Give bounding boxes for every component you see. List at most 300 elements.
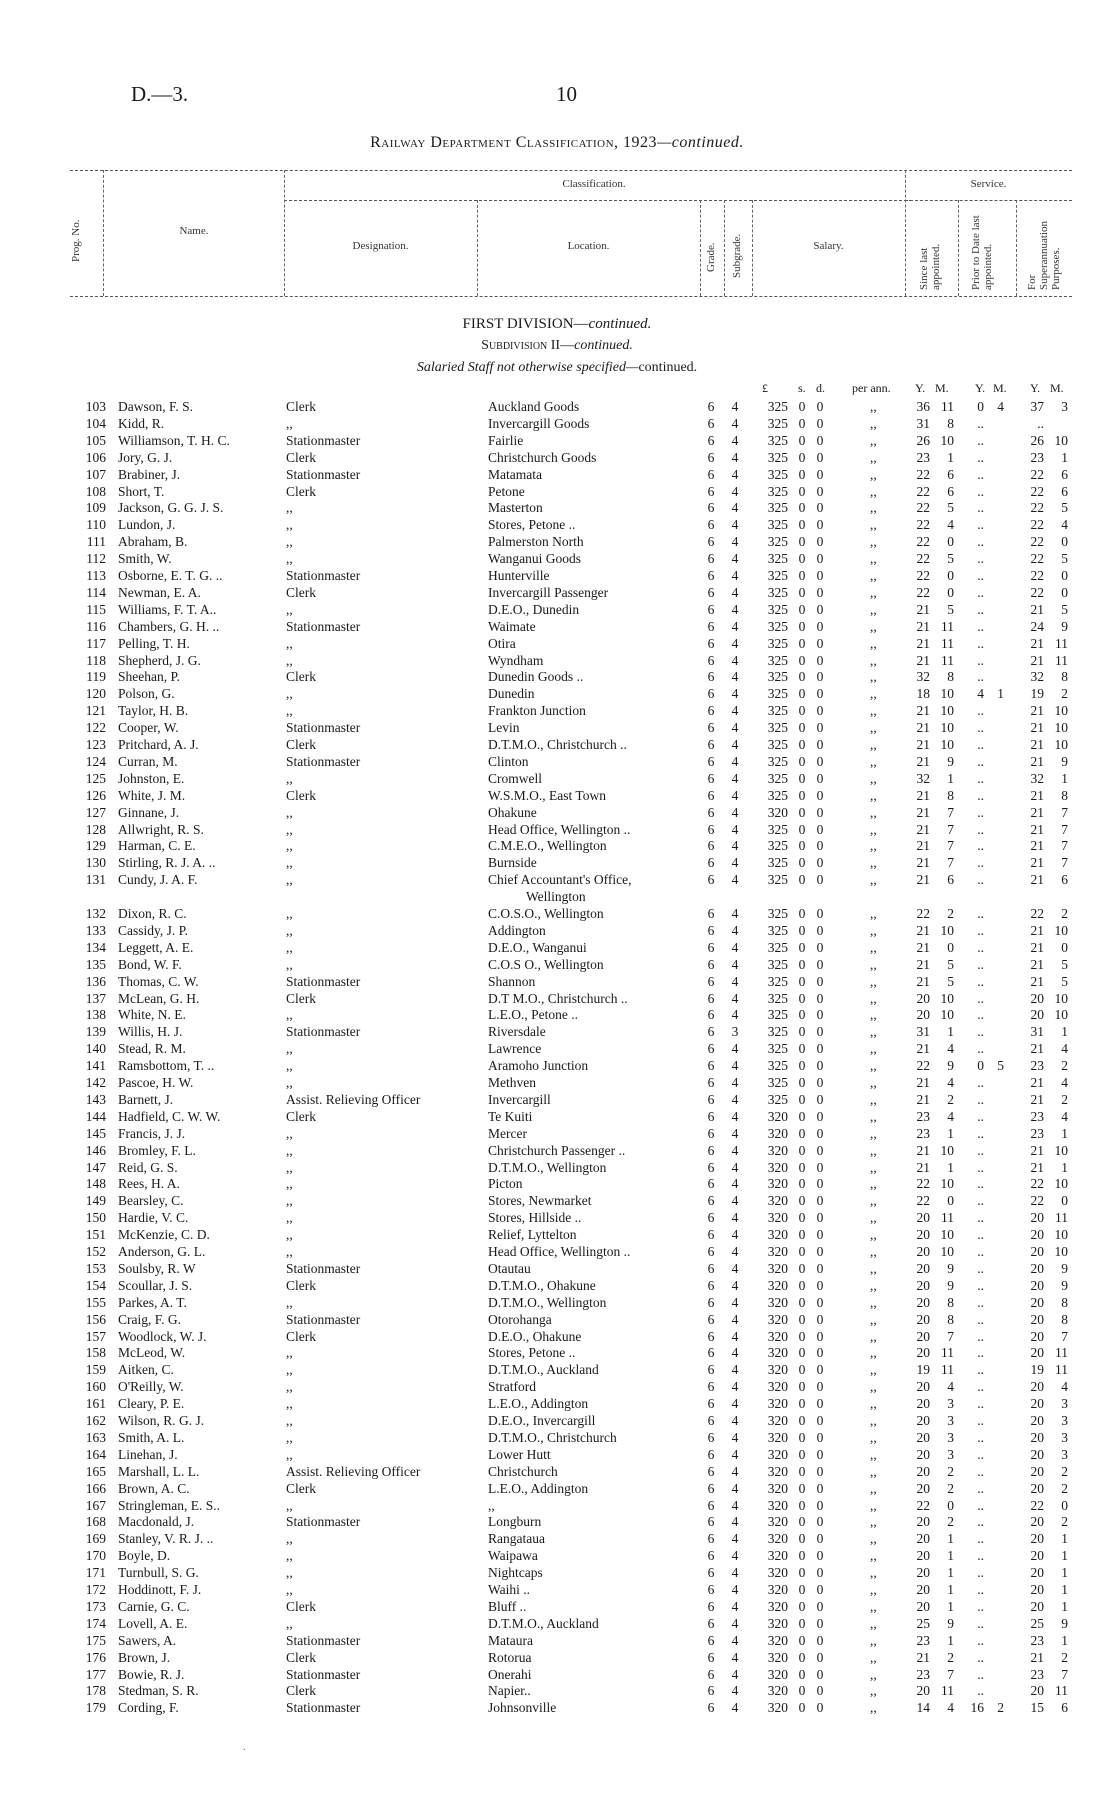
since-last-years: 21 xyxy=(916,635,930,651)
per-annum-ditto: ,, xyxy=(870,483,877,499)
since-last-years: 21 xyxy=(916,1075,930,1090)
unit-years: Y. xyxy=(975,381,986,395)
col-header-since-last: Since last appointed. xyxy=(918,243,942,290)
salary-pounds: 320 xyxy=(767,1396,788,1412)
per-annum-ditto: ,, xyxy=(870,415,877,431)
salary-shillings: 0 xyxy=(798,669,806,685)
super-years: 21 xyxy=(1030,973,1044,989)
table-row xyxy=(0,1023,1114,1040)
subgrade: 4 xyxy=(731,1193,739,1209)
salary-pounds: 325 xyxy=(767,534,788,550)
salary-shillings: 0 xyxy=(798,1531,806,1547)
location: D.T.M.O., Wellington xyxy=(488,1159,607,1175)
super-years: 32 xyxy=(1030,669,1044,685)
per-annum-ditto: ,, xyxy=(870,804,877,820)
salary-pounds: 325 xyxy=(767,449,788,465)
grade: 6 xyxy=(707,1328,715,1344)
prog-no: 126 xyxy=(85,787,106,803)
since-last-years: 20 xyxy=(916,1565,930,1581)
salary-pence: 0 xyxy=(816,838,824,854)
salary-pounds: 325 xyxy=(767,770,788,786)
per-annum-ditto: ,, xyxy=(870,956,877,972)
since-last-years: 21 xyxy=(916,956,930,972)
super-years: 21 xyxy=(1030,922,1044,938)
staff-name: Thomas, C. W. xyxy=(118,973,199,989)
since-last-years: 19 xyxy=(916,1362,930,1378)
since-last-months: 11 xyxy=(941,1210,954,1226)
super-years: 22 xyxy=(1030,517,1044,533)
salary-shillings: 0 xyxy=(798,1480,806,1496)
super-years: 20 xyxy=(1030,1210,1044,1226)
location: Fairlie xyxy=(488,432,524,448)
table-row xyxy=(0,1091,1114,1108)
location: Chief Accountant's Office, xyxy=(488,872,632,888)
prior-years: .. xyxy=(977,1531,984,1547)
prog-no: 133 xyxy=(85,922,106,938)
designation: ,, xyxy=(286,1227,293,1243)
super-months: 9 xyxy=(1061,753,1068,769)
super-years: 22 xyxy=(1030,568,1044,583)
designation: ,, xyxy=(286,1582,293,1597)
staff-continued: continued. xyxy=(638,360,698,375)
subgrade: 4 xyxy=(731,1632,739,1648)
per-annum-ditto: ,, xyxy=(870,1075,877,1090)
staff-name: Newman, E. A. xyxy=(118,584,201,600)
super-years: 20 xyxy=(1030,1413,1044,1428)
prog-no: 157 xyxy=(85,1328,106,1344)
grade: 6 xyxy=(707,483,715,499)
prior-years: .. xyxy=(977,483,984,499)
table-row xyxy=(0,1649,1114,1666)
staff-name: Linehan, J. xyxy=(118,1446,178,1462)
table-row xyxy=(0,1497,1114,1514)
prior-years: .. xyxy=(977,973,984,989)
staff-name: Brabiner, J. xyxy=(118,466,181,482)
prior-years: .. xyxy=(977,838,984,854)
since-last-months: 4 xyxy=(947,1041,954,1057)
salary-pence: 0 xyxy=(816,990,824,1006)
super-months: 0 xyxy=(1061,584,1068,600)
super-months: 0 xyxy=(1061,939,1068,955)
prior-years: .. xyxy=(977,1548,984,1564)
per-annum-ditto: ,, xyxy=(870,922,877,938)
staff-name: McLean, G. H. xyxy=(118,990,200,1006)
per-annum-ditto: ,, xyxy=(870,1345,877,1361)
grade: 6 xyxy=(707,1666,715,1682)
table-row xyxy=(0,1192,1114,1209)
salary-pence: 0 xyxy=(816,1058,824,1074)
unit-months: M. xyxy=(993,381,1007,395)
subgrade: 4 xyxy=(731,804,739,820)
super-years: 22 xyxy=(1030,551,1044,567)
table-row xyxy=(0,1328,1114,1345)
super-months: 2 xyxy=(1061,1514,1068,1530)
staff-name: Taylor, H. B. xyxy=(118,703,189,719)
salary-pounds: 325 xyxy=(767,787,788,803)
salary-pounds: 325 xyxy=(767,500,788,516)
salary-shillings: 0 xyxy=(798,1159,806,1175)
grade: 6 xyxy=(707,1379,715,1395)
since-last-months: 11 xyxy=(941,1362,954,1378)
designation: ,, xyxy=(286,855,293,871)
salary-pence: 0 xyxy=(816,1091,824,1107)
since-last-months: 10 xyxy=(940,1142,954,1158)
prog-no: 176 xyxy=(85,1649,106,1665)
table-row xyxy=(0,837,1114,854)
per-annum-ditto: ,, xyxy=(870,838,877,854)
since-last-months: 0 xyxy=(947,534,954,550)
salary-pence: 0 xyxy=(816,1598,824,1614)
salary-pounds: 325 xyxy=(767,483,788,499)
super-months: 10 xyxy=(1054,990,1068,1006)
designation: ,, xyxy=(286,1531,293,1547)
since-last-years: 21 xyxy=(916,1142,930,1158)
per-annum-ditto: ,, xyxy=(870,770,877,786)
per-annum-ditto: ,, xyxy=(870,1598,877,1614)
salary-shillings: 0 xyxy=(798,1379,806,1395)
salary-shillings: 0 xyxy=(798,720,806,736)
super-years: 21 xyxy=(1030,956,1044,972)
location: Rangataua xyxy=(488,1531,545,1547)
unit-years: Y. xyxy=(1030,381,1041,395)
prior-years: .. xyxy=(977,432,984,448)
table-row xyxy=(0,398,1114,415)
super-years: 20 xyxy=(1030,1260,1044,1276)
designation: Stationmaster xyxy=(286,753,361,769)
subgrade: 4 xyxy=(731,855,739,871)
salary-shillings: 0 xyxy=(798,1058,806,1074)
salary-pence: 0 xyxy=(816,1007,824,1023)
since-last-months: 4 xyxy=(947,1379,954,1395)
since-last-years: 22 xyxy=(916,517,930,533)
unit-months: M. xyxy=(1050,381,1064,395)
prog-no: 152 xyxy=(85,1244,106,1259)
salary-pounds: 325 xyxy=(767,584,788,600)
table-row xyxy=(0,1564,1114,1581)
since-last-months: 2 xyxy=(947,1480,954,1496)
grade: 6 xyxy=(707,1548,715,1564)
salary-pounds: 320 xyxy=(767,1700,788,1716)
grade: 6 xyxy=(707,1531,715,1547)
prior-years: .. xyxy=(977,1294,984,1310)
since-last-months: 0 xyxy=(947,568,954,583)
staff-name: Hadfield, C. W. W. xyxy=(118,1108,221,1124)
since-last-years: 21 xyxy=(916,855,930,871)
salary-pounds: 320 xyxy=(767,1159,788,1175)
salary-pounds: 325 xyxy=(767,1007,788,1023)
designation: ,, xyxy=(286,1193,293,1209)
designation: Clerk xyxy=(286,483,316,499)
super-months: 11 xyxy=(1055,1345,1068,1361)
location: Nightcaps xyxy=(488,1565,543,1581)
salary-pounds: 320 xyxy=(767,1413,788,1428)
grade: 6 xyxy=(707,1091,715,1107)
per-annum-ditto: ,, xyxy=(870,1294,877,1310)
subgrade: 4 xyxy=(731,1429,739,1445)
since-last-months: 3 xyxy=(947,1396,954,1412)
subgrade: 4 xyxy=(731,1277,739,1293)
designation: ,, xyxy=(286,956,293,972)
division-label: FIRST DIVISION— xyxy=(462,316,589,332)
since-last-months: 6 xyxy=(947,872,954,888)
location: Clinton xyxy=(488,753,529,769)
salary-shillings: 0 xyxy=(798,1582,806,1597)
prior-years: .. xyxy=(977,1210,984,1226)
location: D.E.O., Wanganui xyxy=(488,939,587,955)
designation: Stationmaster xyxy=(286,568,361,583)
prior-years: .. xyxy=(977,1429,984,1445)
salary-shillings: 0 xyxy=(798,1007,806,1023)
prior-years: .. xyxy=(977,1125,984,1141)
salary-pounds: 320 xyxy=(767,1328,788,1344)
salary-pence: 0 xyxy=(816,601,824,617)
location: D.T.M.O., Christchurch .. xyxy=(488,737,627,752)
staff-name: Carnie, G. C. xyxy=(118,1598,190,1614)
since-last-months: 11 xyxy=(941,652,954,668)
designation: ,, xyxy=(286,1041,293,1057)
since-last-months: 7 xyxy=(947,821,954,837)
subgrade: 4 xyxy=(731,500,739,516)
super-years: 21 xyxy=(1030,804,1044,820)
subdivision-heading xyxy=(0,338,1114,354)
since-last-years: 23 xyxy=(916,1632,930,1648)
salary-shillings: 0 xyxy=(798,1277,806,1293)
designation: ,, xyxy=(286,1176,293,1192)
staff-name: Dawson, F. S. xyxy=(118,399,194,414)
salary-pounds: 325 xyxy=(767,399,788,414)
staff-name: O'Reilly, W. xyxy=(118,1379,184,1395)
prior-years: .. xyxy=(977,1227,984,1243)
super-months: 4 xyxy=(1061,1108,1068,1124)
grade: 6 xyxy=(707,1210,715,1226)
designation: Clerk xyxy=(286,1328,316,1344)
table-row xyxy=(0,1344,1114,1361)
super-years: 20 xyxy=(1030,1446,1044,1462)
grade: 6 xyxy=(707,1700,715,1716)
salary-pence: 0 xyxy=(816,720,824,736)
page-title xyxy=(0,134,1114,152)
since-last-months: 9 xyxy=(947,1277,954,1293)
salary-pence: 0 xyxy=(816,1379,824,1395)
per-annum-ditto: ,, xyxy=(870,669,877,685)
salary-pence: 0 xyxy=(816,1632,824,1648)
since-last-months: 1 xyxy=(947,1582,954,1597)
staff-name: Hoddinott, F. J. xyxy=(118,1582,202,1597)
designation: ,, xyxy=(286,1159,293,1175)
table-row xyxy=(0,618,1114,635)
staff-name: Barnett, J. xyxy=(118,1091,174,1107)
salary-pounds: 325 xyxy=(767,855,788,871)
staff-name: Shepherd, J. G. xyxy=(118,652,201,668)
prior-years: .. xyxy=(977,922,984,938)
salary-shillings: 0 xyxy=(798,432,806,448)
table-row xyxy=(0,1480,1114,1497)
prog-no: 125 xyxy=(85,770,106,786)
grade: 6 xyxy=(707,1125,715,1141)
grade: 6 xyxy=(707,1142,715,1158)
grade: 6 xyxy=(707,922,715,938)
staff-name: Stanley, V. R. J. .. xyxy=(118,1531,214,1547)
prog-no: 164 xyxy=(85,1446,106,1462)
col-header-name: Name. xyxy=(179,225,209,237)
grade: 6 xyxy=(707,838,715,854)
subgrade: 4 xyxy=(731,1244,739,1259)
salary-pence: 0 xyxy=(816,821,824,837)
prior-years: .. xyxy=(977,804,984,820)
salary-shillings: 0 xyxy=(798,956,806,972)
since-last-months: 1 xyxy=(947,449,954,465)
table-row xyxy=(0,567,1114,584)
prior-years: .. xyxy=(977,1159,984,1175)
grade: 6 xyxy=(707,568,715,583)
staff-name: Soulsby, R. W xyxy=(118,1260,196,1276)
salary-pounds: 320 xyxy=(767,1632,788,1648)
since-last-years: 22 xyxy=(916,534,930,550)
table-row xyxy=(0,770,1114,787)
salary-pence: 0 xyxy=(816,1024,824,1040)
designation: ,, xyxy=(286,652,293,668)
since-last-months: 1 xyxy=(947,1024,954,1040)
super-years: 20 xyxy=(1030,1227,1044,1243)
staff-name: Smith, W. xyxy=(118,551,172,567)
unit-shillings: s. xyxy=(798,381,806,395)
salary-pounds: 325 xyxy=(767,1041,788,1057)
salary-pence: 0 xyxy=(816,669,824,685)
table-row xyxy=(0,1074,1114,1091)
super-years: 21 xyxy=(1030,635,1044,651)
super-years: 21 xyxy=(1030,1075,1044,1090)
per-annum-ditto: ,, xyxy=(870,1311,877,1327)
salary-pence: 0 xyxy=(816,1429,824,1445)
grade: 6 xyxy=(707,1244,715,1259)
subgrade: 4 xyxy=(731,1125,739,1141)
salary-pence: 0 xyxy=(816,1413,824,1428)
super-years: 23 xyxy=(1030,1632,1044,1648)
salary-shillings: 0 xyxy=(798,1413,806,1428)
designation: Clerk xyxy=(286,787,316,803)
super-months: 2 xyxy=(1061,1058,1068,1074)
designation: ,, xyxy=(286,872,293,888)
salary-shillings: 0 xyxy=(798,1362,806,1378)
grade: 6 xyxy=(707,1497,715,1513)
subgrade: 4 xyxy=(731,720,739,736)
since-last-years: 22 xyxy=(916,551,930,567)
salary-pence: 0 xyxy=(816,534,824,550)
super-years: 23 xyxy=(1030,449,1044,465)
salary-pounds: 325 xyxy=(767,737,788,752)
since-last-years: 22 xyxy=(916,568,930,583)
salary-shillings: 0 xyxy=(798,1514,806,1530)
salary-shillings: 0 xyxy=(798,1108,806,1124)
salary-shillings: 0 xyxy=(798,1176,806,1192)
location: D.E.O., Ohakune xyxy=(488,1328,582,1344)
super-years: 23 xyxy=(1030,1108,1044,1124)
salary-pounds: 320 xyxy=(767,1548,788,1564)
since-last-months: 10 xyxy=(940,922,954,938)
table-row xyxy=(0,787,1114,804)
super-months: 8 xyxy=(1061,1311,1068,1327)
since-last-years: 20 xyxy=(916,1396,930,1412)
prog-no: 153 xyxy=(85,1260,106,1276)
super-years: 20 xyxy=(1030,1277,1044,1293)
location: Cromwell xyxy=(488,770,542,786)
since-last-months: 2 xyxy=(947,1649,954,1665)
per-annum-ditto: ,, xyxy=(870,1429,877,1445)
since-last-months: 1 xyxy=(947,1598,954,1614)
location: ,, xyxy=(488,1497,495,1513)
salary-shillings: 0 xyxy=(798,1548,806,1564)
grade: 6 xyxy=(707,1108,715,1124)
super-years: 15 xyxy=(1030,1700,1044,1716)
staff-name: Macdonald, J. xyxy=(118,1514,195,1530)
salary-pounds: 320 xyxy=(767,1615,788,1631)
super-years: 20 xyxy=(1030,1379,1044,1395)
super-months: 7 xyxy=(1061,838,1068,854)
prog-no: 111 xyxy=(86,534,106,550)
since-last-months: 6 xyxy=(947,466,954,482)
salary-pounds: 320 xyxy=(767,1244,788,1259)
grade: 6 xyxy=(707,1311,715,1327)
prior-years: .. xyxy=(977,1666,984,1682)
salary-pounds: 325 xyxy=(767,1091,788,1107)
location: Waimate xyxy=(488,618,536,634)
per-annum-ditto: ,, xyxy=(870,1666,877,1682)
since-last-months: 5 xyxy=(947,973,954,989)
staff-name: Osborne, E. T. G. .. xyxy=(118,568,223,583)
title-suffix: —continued. xyxy=(657,134,744,151)
since-last-months: 7 xyxy=(947,804,954,820)
division-continued: continued. xyxy=(588,316,652,332)
table-row xyxy=(0,1666,1114,1683)
per-annum-ditto: ,, xyxy=(870,1700,877,1716)
salary-pounds: 320 xyxy=(767,1531,788,1547)
super-years: 21 xyxy=(1030,1091,1044,1107)
since-last-years: 23 xyxy=(916,1108,930,1124)
super-months: 5 xyxy=(1061,601,1068,617)
prior-years: .. xyxy=(977,1108,984,1124)
designation: Clerk xyxy=(286,669,316,685)
per-annum-ditto: ,, xyxy=(870,1396,877,1412)
salary-shillings: 0 xyxy=(798,686,806,702)
subgrade: 4 xyxy=(731,973,739,989)
super-years: 22 xyxy=(1030,466,1044,482)
super-months: 5 xyxy=(1061,500,1068,516)
location: Otorohanga xyxy=(488,1311,552,1327)
grade: 6 xyxy=(707,449,715,465)
since-last-years: 22 xyxy=(916,906,930,921)
per-annum-ditto: ,, xyxy=(870,1362,877,1378)
staff-name: Pascoe, H. W. xyxy=(118,1075,194,1090)
since-last-months: 4 xyxy=(947,1108,954,1124)
prog-no: 129 xyxy=(85,838,106,854)
location: D.T.M.O., Auckland xyxy=(488,1615,599,1631)
salary-pence: 0 xyxy=(816,1142,824,1158)
table-row xyxy=(0,973,1114,990)
table-row xyxy=(0,1598,1114,1615)
since-last-months: 1 xyxy=(947,770,954,786)
prog-no: 105 xyxy=(85,432,106,448)
per-annum-ditto: ,, xyxy=(870,990,877,1006)
location: Stores, Newmarket xyxy=(488,1193,592,1209)
salary-shillings: 0 xyxy=(798,1142,806,1158)
per-annum-ditto: ,, xyxy=(870,906,877,921)
salary-shillings: 0 xyxy=(798,1244,806,1259)
grade: 6 xyxy=(707,399,715,414)
super-months: 4 xyxy=(1061,517,1068,533)
salary-pounds: 325 xyxy=(767,686,788,702)
per-annum-ditto: ,, xyxy=(870,1176,877,1192)
salary-pounds: 320 xyxy=(767,1210,788,1226)
